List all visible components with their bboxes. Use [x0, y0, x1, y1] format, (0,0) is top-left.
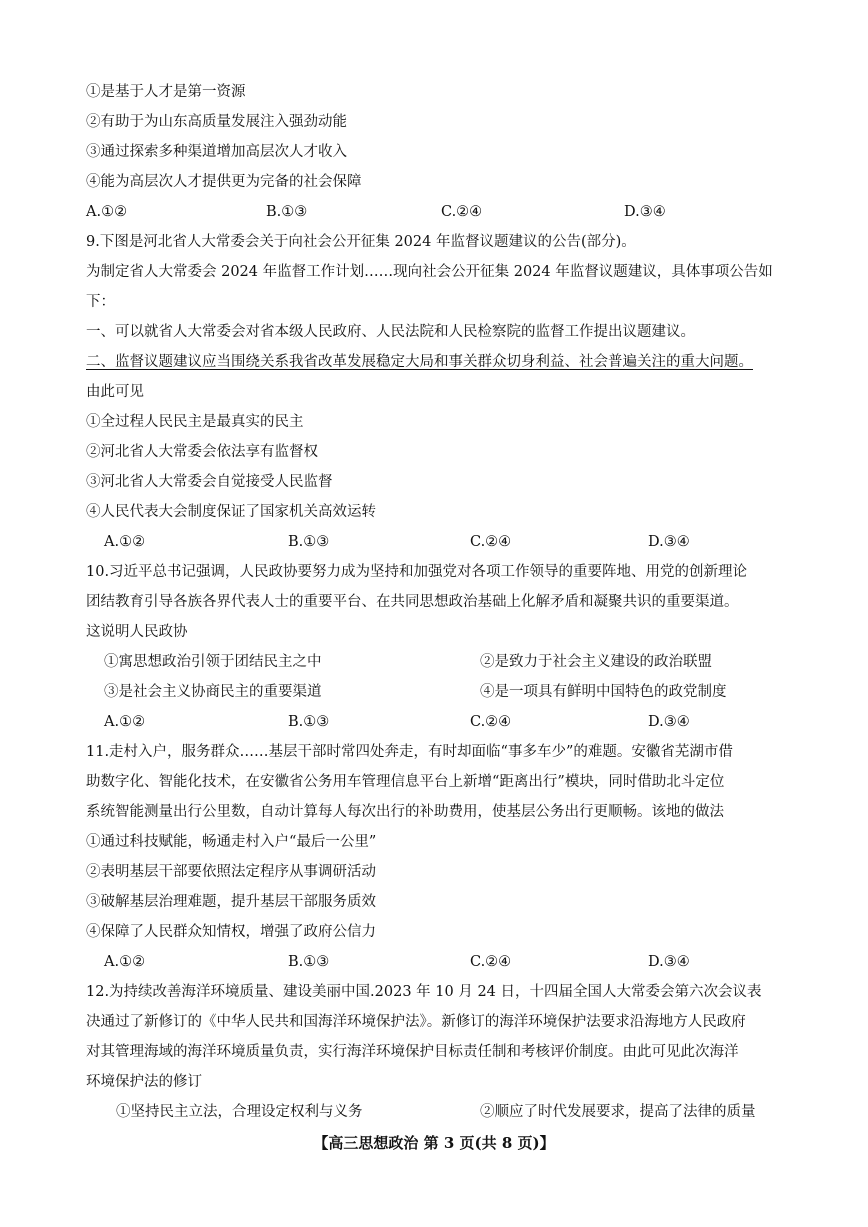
- q11-option-a: A.①②: [104, 954, 146, 970]
- q9-stem: 9.下图是河北省人大常委会关于向社会公开征集 2024 年监督议题建议的公告(部分)。: [86, 234, 636, 250]
- q10-item-4: ④是一项具有鲜明中国特色的政党制度: [480, 684, 727, 700]
- q8-item-2: ②有助于为山东高质量发展注入强劲动能: [86, 114, 347, 130]
- q8-option-c: C.②④: [441, 204, 483, 220]
- q11-item-4: ④保障了人民群众知情权，增强了政府公信力: [86, 924, 376, 940]
- q8-option-b: B.①③: [266, 204, 308, 220]
- q9-item-4: ④人民代表大会制度保证了国家机关高效运转: [86, 504, 376, 520]
- q9-notice-line-4: 二、监督议题建议应当围绕关系我省改革发展稳定大局和事关群众切身利益、社会普遍关注的重大问题。: [86, 354, 753, 370]
- q11-stem-line-1: 11.走村入户，服务群众……基层干部时常四处奔走，有时却面临“事多车少”的难题。安徽省芜湖市借: [86, 744, 733, 760]
- q10-stem-line-3: 这说明人民政协: [86, 624, 188, 640]
- q8-item-1: ①是基于人才是第一资源: [86, 84, 246, 100]
- q9-notice-line-1: 为制定省人大常委会 2024 年监督工作计划……现向社会公开征集 2024 年监督议题建议，具体事项公告如: [86, 264, 773, 280]
- q10-item-1: ①寓思想政治引领于团结民主之中: [104, 654, 322, 670]
- q12-stem-line-1: 12.为持续改善海洋环境质量、建设美丽中国.2023 年 10 月 24 日，十四届全国人大常委会第六次会议表: [86, 984, 762, 1000]
- q10-item-3: ③是社会主义协商民主的重要渠道: [104, 684, 322, 700]
- q12-stem-line-3: 对其管理海域的海洋环境质量负责，实行海洋环境保护目标责任制和考核评价制度。由此可见此次海洋: [86, 1044, 739, 1060]
- q11-option-b: B.①③: [288, 954, 330, 970]
- q9-lead: 由此可见: [86, 384, 144, 400]
- q12-item-1: ①坚持民主立法，合理设定权利与义务: [116, 1104, 363, 1120]
- q9-notice-line-2: 下：: [86, 294, 115, 310]
- q12-stem-line-4: 环境保护法的修订: [86, 1074, 202, 1090]
- q10-stem-line-2: 团结教育引导各族各界代表人士的重要平台、在共同思想政治基础上化解矛盾和凝聚共识的重要渠道。: [86, 594, 739, 610]
- q9-option-b: B.①③: [288, 534, 330, 550]
- q8-option-a: A.①②: [86, 204, 128, 220]
- q11-option-c: C.②④: [470, 954, 512, 970]
- q10-option-b: B.①③: [288, 714, 330, 730]
- q10-options: [104, 712, 804, 732]
- q11-options: [104, 952, 804, 972]
- q9-item-1: ①全过程人民民主是最真实的民主: [86, 414, 304, 430]
- q8-option-d: D.③④: [624, 204, 666, 220]
- q10-items-row-2: [104, 682, 804, 702]
- q10-items-row-1: [104, 652, 804, 672]
- q11-stem-line-2: 助数字化、智能化技术，在安徽省公务用车管理信息平台上新增“距离出行”模块，同时借助北斗定位: [86, 774, 725, 790]
- q9-options: [104, 532, 804, 552]
- q10-item-2: ②是致力于社会主义建设的政治联盟: [480, 654, 712, 670]
- q12-items-row-1: [116, 1102, 816, 1122]
- q11-item-1: ①通过科技赋能，畅通走村入户“最后一公里”: [86, 834, 377, 850]
- q9-option-d: D.③④: [648, 534, 690, 550]
- q9-option-c: C.②④: [470, 534, 512, 550]
- q10-option-d: D.③④: [648, 714, 690, 730]
- q11-stem-line-3: 系统智能测量出行公里数，自动计算每人每次出行的补助费用，使基层公务出行更顺畅。该地的做法: [86, 804, 724, 820]
- q8-item-3: ③通过探索多种渠道增加高层次人才收入: [86, 144, 347, 160]
- q10-option-c: C.②④: [470, 714, 512, 730]
- q11-item-2: ②表明基层干部要依照法定程序从事调研活动: [86, 864, 376, 880]
- q9-item-3: ③河北省人大常委会自觉接受人民监督: [86, 474, 333, 490]
- q8-item-4: ④能为高层次人才提供更为完备的社会保障: [86, 174, 362, 190]
- q10-stem-line-1: 10.习近平总书记强调，人民政协要努力成为坚持和加强党对各项工作领导的重要阵地、用党的创新理论: [86, 564, 748, 580]
- q11-item-3: ③破解基层治理难题，提升基层干部服务质效: [86, 894, 376, 910]
- q11-option-d: D.③④: [648, 954, 690, 970]
- q10-option-a: A.①②: [104, 714, 146, 730]
- q12-item-2: ②顺应了时代发展要求，提高了法律的质量: [480, 1104, 756, 1120]
- q9-notice-line-3: 一、可以就省人大常委会对省本级人民政府、人民法院和人民检察院的监督工作提出议题建议。: [86, 324, 695, 340]
- q9-option-a: A.①②: [104, 534, 146, 550]
- page-footer: 【高三思想政治 第 3 页(共 8 页)】: [313, 1134, 555, 1152]
- q8-options: [86, 202, 786, 222]
- q9-item-2: ②河北省人大常委会依法享有监督权: [86, 444, 318, 460]
- q12-stem-line-2: 决通过了新修订的《中华人民共和国海洋环境保护法》。新修订的海洋环境保护法要求沿海地方人民政府: [86, 1014, 746, 1030]
